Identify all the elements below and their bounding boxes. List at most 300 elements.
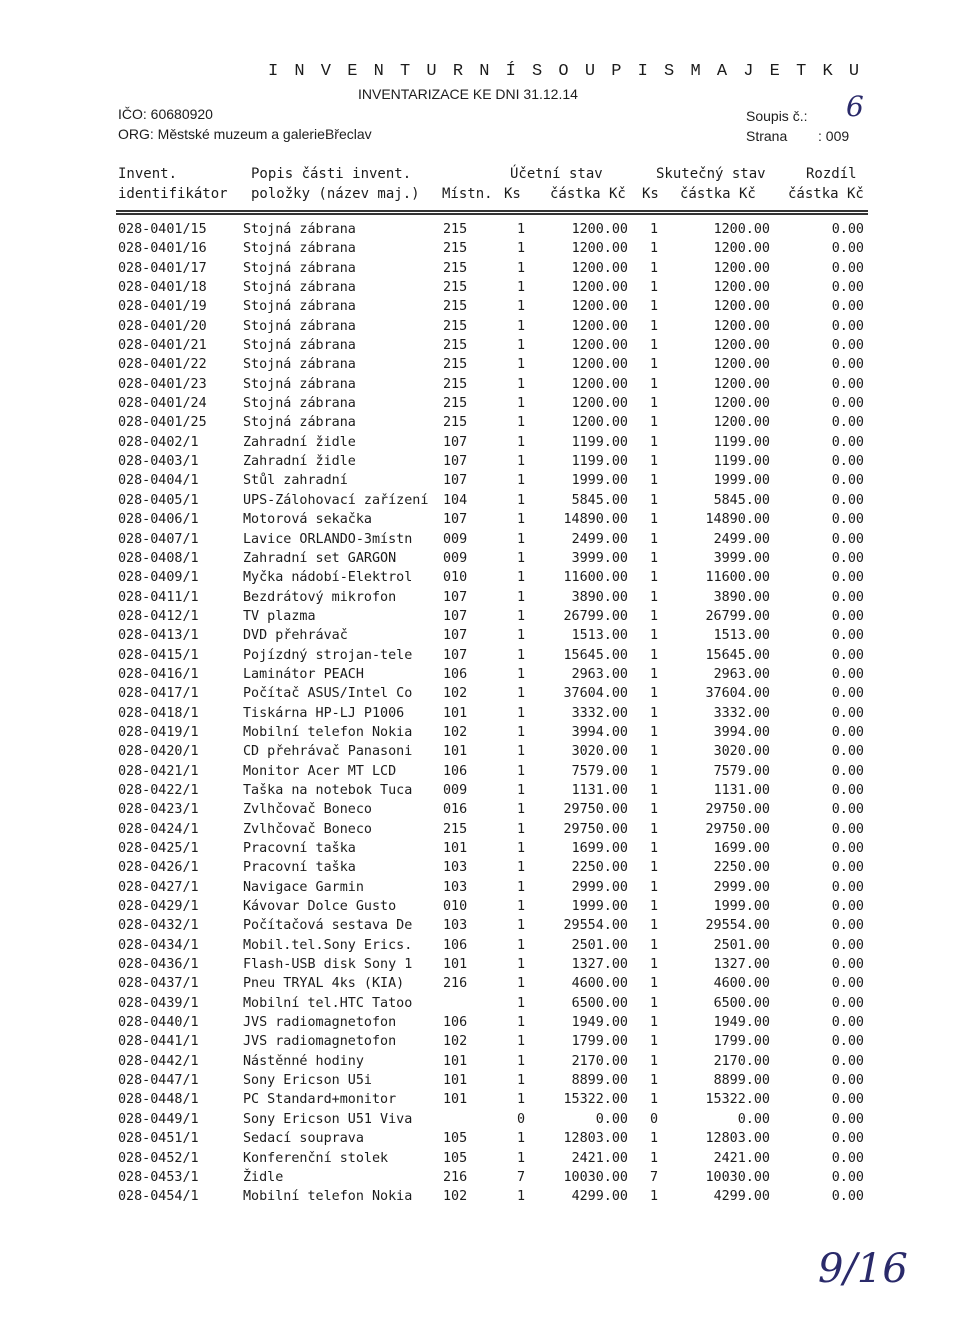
room-number: 106 [443,937,468,953]
actual-quantity: 1 [649,589,658,605]
accounting-quantity: 1 [516,454,525,470]
inventory-id: 028-0401/23 [118,376,207,392]
accounting-quantity: 1 [516,782,525,798]
room-number: 216 [443,1169,468,1185]
actual-quantity: 1 [649,879,658,895]
table-row [0,744,960,763]
difference-amount: 0.00 [831,1111,864,1127]
accounting-quantity: 1 [516,570,525,586]
accounting-amount: 2250.00 [571,860,628,876]
actual-amount: 14890.00 [705,512,770,528]
accounting-amount: 1799.00 [571,1034,628,1050]
item-description: Pojízdný strojan-tele [243,647,413,663]
item-description: Kávovar Dolce Gusto [243,899,397,915]
actual-amount: 7579.00 [713,763,770,779]
actual-amount: 2170.00 [713,1053,770,1069]
table-row [0,822,960,841]
accounting-amount: 2999.00 [571,879,628,895]
difference-amount: 0.00 [831,1150,864,1166]
actual-quantity: 1 [649,608,658,624]
accounting-amount: 6500.00 [571,995,628,1011]
table-row [0,377,960,396]
difference-amount: 0.00 [831,879,864,895]
accounting-amount: 1200.00 [571,338,628,354]
actual-amount: 2999.00 [713,879,770,895]
item-description: CD přehrávač Panasoni [243,744,413,760]
accounting-quantity: 0 [516,1111,525,1127]
table-row [0,357,960,376]
difference-amount: 0.00 [831,492,864,508]
inventory-id: 028-0420/1 [118,744,199,760]
accounting-amount: 2170.00 [571,1053,628,1069]
col-rozdil: Rozdíl [806,166,857,182]
room-number: 215 [443,415,468,431]
col-identifikator: identifikátor [118,186,228,202]
room-number: 103 [443,918,468,934]
table-row [0,532,960,551]
accounting-amount: 1199.00 [571,454,628,470]
actual-amount: 3994.00 [713,724,770,740]
table-row [0,493,960,512]
inventory-id: 028-0405/1 [118,492,199,508]
actual-quantity: 1 [649,376,658,392]
room-number: 010 [443,570,468,586]
room-number: 215 [443,396,468,412]
difference-amount: 0.00 [831,802,864,818]
difference-amount: 0.00 [831,338,864,354]
accounting-amount: 14890.00 [563,512,628,528]
item-description: Stojná zábrana [243,299,356,315]
table-row [0,551,960,570]
inventory-id: 028-0422/1 [118,782,199,798]
table-row [0,1112,960,1131]
table-row [0,454,960,473]
item-description: Pracovní taška [243,841,356,856]
accounting-amount: 3020.00 [571,744,628,760]
accounting-amount: 1999.00 [571,473,628,489]
table-row [0,1170,960,1189]
inventory-id: 028-0401/19 [118,299,207,315]
inventory-table [0,222,960,1209]
accounting-quantity: 1 [516,1053,525,1069]
inventory-date: INVENTARIZACE KE DNI 31.12.14 [358,86,578,102]
room-number: 107 [443,512,468,528]
inventory-id: 028-0442/1 [118,1053,199,1069]
inventory-id: 028-0401/21 [118,338,207,354]
actual-quantity: 0 [649,1111,658,1127]
table-row [0,648,960,667]
actual-quantity: 1 [649,1015,658,1031]
inventory-id: 028-0406/1 [118,512,199,528]
actual-quantity: 1 [649,802,658,818]
inventory-id: 028-0404/1 [118,473,199,489]
actual-amount: 1199.00 [713,454,770,470]
difference-amount: 0.00 [831,686,864,702]
difference-amount: 0.00 [831,763,864,779]
item-description: Mobilní telefon Nokia [243,1189,413,1205]
table-row [0,338,960,357]
actual-quantity: 1 [649,782,658,798]
inventory-id: 028-0441/1 [118,1034,199,1050]
actual-quantity: 1 [649,1034,658,1050]
actual-quantity: 1 [649,918,658,934]
actual-amount: 1999.00 [713,899,770,915]
actual-amount: 1200.00 [713,357,770,373]
actual-quantity: 1 [649,937,658,953]
accounting-quantity: 1 [516,241,525,257]
actual-amount: 1327.00 [713,957,770,973]
difference-amount: 0.00 [831,357,864,373]
actual-amount: 1513.00 [713,628,770,644]
room-number: 107 [443,608,468,624]
actual-quantity: 1 [649,666,658,682]
soupis-number-handwritten: 6 [846,90,864,123]
room-number: 102 [443,724,468,740]
table-row [0,396,960,415]
table-row [0,628,960,647]
difference-amount: 0.00 [831,589,864,605]
difference-amount: 0.00 [831,1092,864,1108]
room-number: 009 [443,782,468,798]
room-number: 106 [443,1015,468,1031]
room-number: 105 [443,1131,468,1147]
item-description: Stojná zábrana [243,415,356,431]
accounting-quantity: 7 [516,1169,525,1185]
actual-quantity: 1 [649,647,658,663]
difference-amount: 0.00 [831,434,864,450]
ico-line: IČO: 60680920 [118,106,213,122]
room-number: 215 [443,338,468,354]
table-row [0,222,960,241]
room-number: 101 [443,957,468,973]
inventory-id: 028-0402/1 [118,434,199,450]
item-description: Flash-USB disk Sony 1 [243,957,413,973]
inventory-id: 028-0403/1 [118,454,199,470]
item-description: Taška na notebok Tuca [243,782,413,798]
actual-quantity: 1 [649,763,658,779]
actual-quantity: 1 [649,512,658,528]
difference-amount: 0.00 [831,647,864,663]
difference-amount: 0.00 [831,473,864,489]
actual-quantity: 1 [649,899,658,915]
inventory-id: 028-0425/1 [118,841,199,856]
accounting-amount: 1200.00 [571,241,628,257]
room-number: 107 [443,628,468,644]
actual-amount: 1200.00 [713,241,770,257]
accounting-amount: 1949.00 [571,1015,628,1031]
item-description: Stojná zábrana [243,260,356,276]
difference-amount: 0.00 [831,1053,864,1069]
item-description: Myčka nádobí-Elektrol [243,570,413,586]
actual-quantity: 1 [649,550,658,566]
inventory-id: 028-0412/1 [118,608,199,624]
accounting-quantity: 1 [516,1150,525,1166]
actual-quantity: 1 [649,318,658,334]
actual-quantity: 1 [649,299,658,315]
actual-quantity: 1 [649,841,658,856]
item-description: Stojná zábrana [243,396,356,412]
room-number: 104 [443,492,468,508]
actual-amount: 15322.00 [705,1092,770,1108]
table-row [0,570,960,589]
accounting-amount: 3890.00 [571,589,628,605]
difference-amount: 0.00 [831,995,864,1011]
accounting-quantity: 1 [516,628,525,644]
difference-amount: 0.00 [831,318,864,334]
difference-amount: 0.00 [831,666,864,682]
actual-amount: 2963.00 [713,666,770,682]
inventory-id: 028-0437/1 [118,976,199,992]
col-skutecny-stav: Skutečný stav [656,166,766,182]
accounting-quantity: 1 [516,531,525,547]
inventory-id: 028-0427/1 [118,879,199,895]
difference-amount: 0.00 [831,222,864,237]
col-castka1: částka Kč [550,186,626,202]
accounting-amount: 37604.00 [563,686,628,702]
accounting-amount: 11600.00 [563,570,628,586]
item-description: Stojná zábrana [243,222,356,237]
actual-amount: 4299.00 [713,1189,770,1205]
accounting-quantity: 1 [516,821,525,837]
accounting-quantity: 1 [516,899,525,915]
table-row [0,802,960,821]
actual-amount: 3020.00 [713,744,770,760]
accounting-quantity: 1 [516,957,525,973]
table-row [0,319,960,338]
inventory-id: 028-0451/1 [118,1131,199,1147]
room-number: 009 [443,550,468,566]
table-row [0,783,960,802]
col-ks1: Ks [504,186,521,202]
room-number: 107 [443,589,468,605]
item-description: Zahradní židle [243,434,356,450]
actual-quantity: 1 [649,357,658,373]
table-row [0,1131,960,1150]
table-row [0,860,960,879]
table-row [0,241,960,260]
table-row [0,1073,960,1092]
inventory-id: 028-0401/15 [118,222,207,237]
soupis-label: Soupis č.: [746,108,808,124]
accounting-quantity: 1 [516,1131,525,1147]
difference-amount: 0.00 [831,1073,864,1089]
accounting-quantity: 1 [516,802,525,818]
actual-quantity: 1 [649,434,658,450]
difference-amount: 0.00 [831,570,864,586]
inventory-id: 028-0409/1 [118,570,199,586]
difference-amount: 0.00 [831,1189,864,1205]
difference-amount: 0.00 [831,724,864,740]
difference-amount: 0.00 [831,821,864,837]
accounting-amount: 7579.00 [571,763,628,779]
accounting-amount: 12803.00 [563,1131,628,1147]
accounting-amount: 1199.00 [571,434,628,450]
item-description: Nástěnné hodiny [243,1053,364,1069]
table-row [0,899,960,918]
difference-amount: 0.00 [831,280,864,296]
difference-amount: 0.00 [831,957,864,973]
room-number: 107 [443,473,468,489]
accounting-quantity: 1 [516,1189,525,1205]
room-number: 102 [443,1189,468,1205]
accounting-amount: 2501.00 [571,937,628,953]
accounting-amount: 10030.00 [563,1169,628,1185]
document-title: I N V E N T U R N Í S O U P I S M A J E T K U [268,62,863,81]
accounting-amount: 0.00 [595,1111,628,1127]
inventory-id: 028-0447/1 [118,1073,199,1089]
accounting-amount: 29750.00 [563,821,628,837]
difference-amount: 0.00 [831,550,864,566]
accounting-quantity: 1 [516,995,525,1011]
table-row [0,880,960,899]
actual-amount: 26799.00 [705,608,770,624]
accounting-amount: 1200.00 [571,299,628,315]
difference-amount: 0.00 [831,454,864,470]
inventory-id: 028-0448/1 [118,1092,199,1108]
actual-amount: 1200.00 [713,376,770,392]
accounting-quantity: 1 [516,299,525,315]
table-row [0,280,960,299]
col-ucetni-stav: Účetní stav [510,166,603,182]
accounting-amount: 1131.00 [571,782,628,798]
col-popis: Popis části invent. [251,166,412,182]
difference-amount: 0.00 [831,744,864,760]
item-description: Sony Ericson U51 Viva [243,1111,413,1127]
item-description: Motorová sekačka [243,512,372,528]
actual-quantity: 1 [649,957,658,973]
table-row [0,841,960,860]
actual-amount: 1799.00 [713,1034,770,1050]
accounting-amount: 29750.00 [563,802,628,818]
actual-amount: 29750.00 [705,802,770,818]
difference-amount: 0.00 [831,628,864,644]
actual-amount: 1699.00 [713,841,770,856]
accounting-quantity: 1 [516,318,525,334]
item-description: Zvlhčovač Boneco [243,802,372,818]
inventory-id: 028-0418/1 [118,705,199,721]
strana-value: : 009 [818,128,850,144]
room-number: 106 [443,666,468,682]
item-description: Mobil.tel.Sony Erics. [243,937,413,953]
actual-amount: 3890.00 [713,589,770,605]
inventory-id: 028-0439/1 [118,995,199,1011]
room-number: 101 [443,705,468,721]
actual-quantity: 1 [649,976,658,992]
item-description: Sedací souprava [243,1131,364,1147]
difference-amount: 0.00 [831,937,864,953]
inventory-id: 028-0421/1 [118,763,199,779]
item-description: Stojná zábrana [243,241,356,257]
room-number: 215 [443,222,468,237]
actual-amount: 4600.00 [713,976,770,992]
item-description: Stojná zábrana [243,338,356,354]
difference-amount: 0.00 [831,841,864,856]
item-description: Bezdrátový mikrofon [243,589,397,605]
item-description: TV plazma [243,608,316,624]
actual-quantity: 1 [649,415,658,431]
actual-amount: 1200.00 [713,280,770,296]
actual-amount: 3332.00 [713,705,770,721]
room-number: 101 [443,841,468,856]
actual-quantity: 1 [649,260,658,276]
actual-amount: 1200.00 [713,415,770,431]
inventory-id: 028-0401/16 [118,241,207,257]
room-number: 016 [443,802,468,818]
actual-quantity: 1 [649,628,658,644]
inventory-id: 028-0415/1 [118,647,199,663]
handwritten-page-number: 9/16 [818,1246,908,1292]
actual-quantity: 1 [649,1150,658,1166]
difference-amount: 0.00 [831,1034,864,1050]
room-number: 102 [443,686,468,702]
table-row [0,686,960,705]
inventory-id: 028-0429/1 [118,899,199,915]
accounting-quantity: 1 [516,338,525,354]
difference-amount: 0.00 [831,705,864,721]
accounting-amount: 8899.00 [571,1073,628,1089]
accounting-amount: 2499.00 [571,531,628,547]
strana-label: Strana [746,128,788,144]
accounting-quantity: 1 [516,724,525,740]
accounting-amount: 1200.00 [571,280,628,296]
accounting-quantity: 1 [516,918,525,934]
inventory-id: 028-0408/1 [118,550,199,566]
inventory-id: 028-0417/1 [118,686,199,702]
accounting-quantity: 1 [516,1073,525,1089]
actual-amount: 15645.00 [705,647,770,663]
actual-amount: 1131.00 [713,782,770,798]
room-number: 101 [443,1053,468,1069]
actual-quantity: 1 [649,860,658,876]
inventory-id: 028-0401/20 [118,318,207,334]
room-number: 215 [443,318,468,334]
accounting-quantity: 1 [516,841,525,856]
accounting-quantity: 1 [516,396,525,412]
accounting-quantity: 1 [516,260,525,276]
accounting-amount: 4600.00 [571,976,628,992]
accounting-quantity: 1 [516,608,525,624]
item-description: Mobilní telefon Nokia [243,724,413,740]
accounting-amount: 1999.00 [571,899,628,915]
actual-quantity: 1 [649,454,658,470]
accounting-quantity: 1 [516,357,525,373]
table-row [0,415,960,434]
actual-quantity: 1 [649,280,658,296]
table-row [0,299,960,318]
room-number: 106 [443,763,468,779]
inventory-id: 028-0401/17 [118,260,207,276]
col-invent: Invent. [118,166,178,182]
difference-amount: 0.00 [831,782,864,798]
accounting-amount: 29554.00 [563,918,628,934]
room-number: 105 [443,1150,468,1166]
accounting-amount: 3999.00 [571,550,628,566]
inventory-id: 028-0401/24 [118,396,207,412]
table-row [0,918,960,937]
room-number: 216 [443,976,468,992]
actual-amount: 1200.00 [713,299,770,315]
item-description: Stojná zábrana [243,318,356,334]
item-description: Stojná zábrana [243,376,356,392]
actual-quantity: 7 [649,1169,658,1185]
table-row [0,725,960,744]
accounting-quantity: 1 [516,1015,525,1031]
actual-amount: 1200.00 [713,396,770,412]
table-row [0,435,960,454]
item-description: Zahradní set GARGON [243,550,397,566]
accounting-quantity: 1 [516,473,525,489]
difference-amount: 0.00 [831,899,864,915]
